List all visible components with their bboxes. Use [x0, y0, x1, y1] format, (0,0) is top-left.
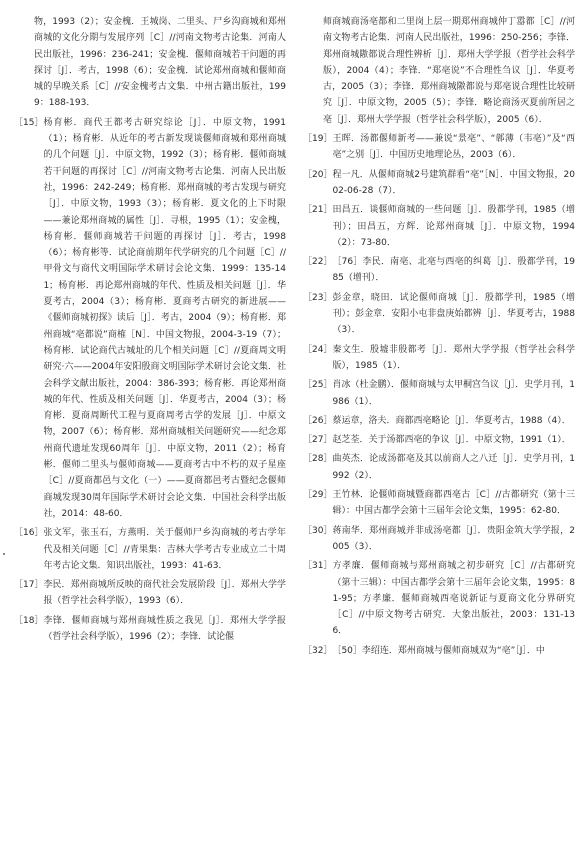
reference-number: ［31］ [303, 561, 333, 572]
reference-number: ［22］ [303, 257, 333, 268]
reference-entry [14, 14, 286, 112]
reference-text: ［76］李民．南亳、北亳与西亳的纠葛［J］．殷都学刊，1985（增刊）． [332, 257, 575, 284]
reference-text: 赵芝荃．关于汤都西亳的争议［J］．中原文物，1991（1）． [332, 435, 571, 446]
reference-entry [303, 14, 575, 128]
reference-entry [303, 290, 575, 339]
reference-text: 秦文生．殷墟非殷都考［J］．郑州大学学报（哲学社会科学版），1985（1）． [332, 344, 575, 371]
reference-entry [303, 254, 575, 287]
reference-text: 彭金章，晓田．试论偃师商城［J］．殷都学刊，1985（增刊）；彭金章．安阳小屯非盘庚始都辨［J］．华夏考古，1988（3）． [332, 292, 575, 336]
reference-entry [303, 202, 575, 251]
margin-mark [3, 553, 5, 555]
reference-entry [303, 413, 575, 429]
reference-number: ［32］ [303, 645, 333, 656]
reference-entry [303, 643, 575, 659]
reference-entry [303, 167, 575, 200]
reference-text: 曲英杰．论成汤都亳及其以前商人之八迁［J］．史学月刊，1992（2）． [332, 454, 575, 481]
reference-text: 肖冰（杜金鹏）．偃师商城与太甲桐宫刍议［J］．史学月刊，1986（1）． [332, 380, 575, 407]
reference-number: ［26］ [303, 415, 333, 426]
reference-number: ［25］ [303, 380, 333, 391]
reference-text: ［50］李绍连．郑州商城与偃师商城双为“亳”［J］．中 [332, 645, 545, 656]
reference-entry [14, 525, 286, 574]
reference-text: 田昌五．谈偃师商城的一些问题［J］．殷都学刊，1985（增刊）；田昌五，方辉．论郑州商城［J］．中原文物，1994（2）：73-80． [332, 205, 575, 248]
reference-entry [303, 131, 575, 164]
reference-text: 物，1993（2）；安金槐．王城岗、二里头、尸乡沟商城和郑州商城的文化分期与发展序列［C］//河南文物考古论集．河南人民出版社，1996：236-241；安金槐．偃师商城若干问题的再探讨［J］．考古，1998（6）；安金槐．试论郑州商城和偃师商城的早晚关系［C］//安金槐考古文集．中州古籍出版社，1999：188-193． [34, 17, 286, 109]
reference-text: 程一凡．从偃师商城2号建筑群看“亳”［N］．中国文物报，2002-06-28（7）． [332, 169, 575, 196]
reference-number: ［29］ [303, 490, 333, 501]
reference-entry [303, 432, 575, 448]
reference-text: 张文军，张玉石，方燕明．关于偃师尸乡沟商城的考古学年代及相关问题［C］//青果集：吉林大学考古专业成立二十周年考古论文集．知识出版社，1993：41-63． [43, 528, 286, 571]
reference-number: ［28］ [303, 454, 333, 465]
reference-text: 王晖．汤都偃师新考——兼说“景亳”、“郼薄（韦亳）”及“西亳”之别［J］．中国历史地理论丛，2003（6）． [332, 134, 575, 161]
reference-number: ［30］ [303, 525, 333, 536]
reference-number: ［23］ [303, 292, 333, 303]
reference-text: 师商城商汤亳都和二里岗上层一期郑州商城仲丁嚣都［C］//河南文物考古论集．河南人民出版社，1996：250-256；李锋．郑州商城隞都说合理性辨析［J］．郑州大学学报（哲学社会科学版），2004（4）；李锋．“郑亳说”不合理性刍议［J］．华夏考古，2005（3）；李锋．郑州商城隞都说与郑亳说合理性比较研究［J］．中原文物，2005（5）；李锋．略论商汤灭夏前所居之亳［J］．郑州大学学报（哲学社会科学版），2005（6）． [323, 17, 575, 125]
right-column [303, 14, 575, 662]
reference-text: 蒋南华．郑州商城并非成汤亳都［J］．贵阳金筑大学学报，2005（3）． [332, 525, 575, 552]
reference-number: ［17］ [14, 580, 44, 591]
reference-entry [303, 487, 575, 520]
reference-number: ［27］ [303, 435, 333, 446]
reference-entry [14, 613, 286, 646]
reference-entry [303, 342, 575, 375]
reference-entry [303, 377, 575, 410]
reference-entry [14, 115, 286, 522]
reference-text: 杨育彬．商代王都考古研究综论［J］．中原文物，1991（1）；杨育彬．从近年的考古新发现谈偃师商城和郑州商城的几个问题［J］．中原文物，1992（3）；杨育彬．偃师商城若干问题的再探讨［C］//河南文物考古论集．河南人民出版社，1996：242-249；杨育彬．郑州商城的考古发现与研究［J］．中原文物，1993（3）；杨育彬．夏文化的上下时限——兼论郑州商城的属性［J］．寻根，1995（1）；安金槐，杨育彬．偃师商城若干问题的再探讨［J］．考古，1998（6）；杨育彬等．试论商前期年代学研究的几个问题［C］//甲骨文与商代文明国际学术研讨会论文集．1999：135-141；杨育彬．再论郑州商城的年代、性质及相关问题［J］．华夏考古，2004（3）；杨育彬．夏商考古研究的新进展——《偃师商城初探》读后［J］．考古，2004（9）；杨育彬．郑州商城“亳都说”商榷［N］．中国文物报，2004-3-19（7）；杨育彬．试论商代古城址的几个相关问题［C］//夏商周文明研究·六——2004年安阳殷商文明国际学术研讨会论文集．社会科学文献出版社，2004：386-393；杨育彬．再论郑州商城的年代、性质及相关问题［J］．华夏考古，2004（3）；杨育彬．夏商周断代工程与夏商周考古学的发展［J］．中原文物，2007（6）；杨育彬．郑州商城相关问题研究——纪念郑州商代遗址发现60周年［J］．中原文物，2011（2）；杨育彬．偃师二里头与偃师商城——夏商考古中不朽的双子星座［C］//夏商都邑与文化（一）——夏商都邑考古暨纪念偃师商城发现30周年国际学术研讨会论文集．中国社会科学出版社，2014：48-60． [43, 117, 286, 519]
reference-entry [303, 558, 575, 639]
left-column [14, 14, 286, 648]
reference-number: ［19］ [303, 134, 333, 145]
reference-number: ［18］ [14, 615, 44, 626]
reference-text: 蔡运章，洛夫．商都西亳略论［J］．华夏考古，1988（4）． [332, 415, 571, 426]
reference-number: ［20］ [303, 169, 333, 180]
reference-text: 王竹林．论偃师商城暨商都西亳古［C］//古都研究（第十三辑）：中国古都学会第十三届年会论文集，1995：62-80． [332, 490, 575, 517]
reference-number: ［24］ [303, 344, 333, 355]
reference-number: ［16］ [14, 528, 44, 539]
reference-text: 李民．郑州商城所反映的商代社会发展阶段［J］．郑州大学学报（哲学社会科学版），1993（6）． [43, 580, 286, 607]
reference-number: ［21］ [303, 205, 333, 216]
reference-text: 方孝廉．偃师商城与郑州商城之初步研究［C］//古都研究（第十三辑）：中国古都学会第十三届年会论文集，1995：81-95；方孝廉．偃师商城西亳说新证与夏商文化分界研究［C］//中原文物考古研究．大象出版社，2003：131-136． [332, 561, 575, 637]
reference-entry [303, 451, 575, 484]
reference-number: ［15］ [14, 117, 44, 128]
reference-entry [14, 577, 286, 610]
reference-entry [303, 523, 575, 556]
reference-text: 李锋．偃师商城与郑州商城性质之我见［J］．郑州大学学报（哲学社会科学版），1996（2）；李锋．试论偃 [43, 615, 286, 642]
